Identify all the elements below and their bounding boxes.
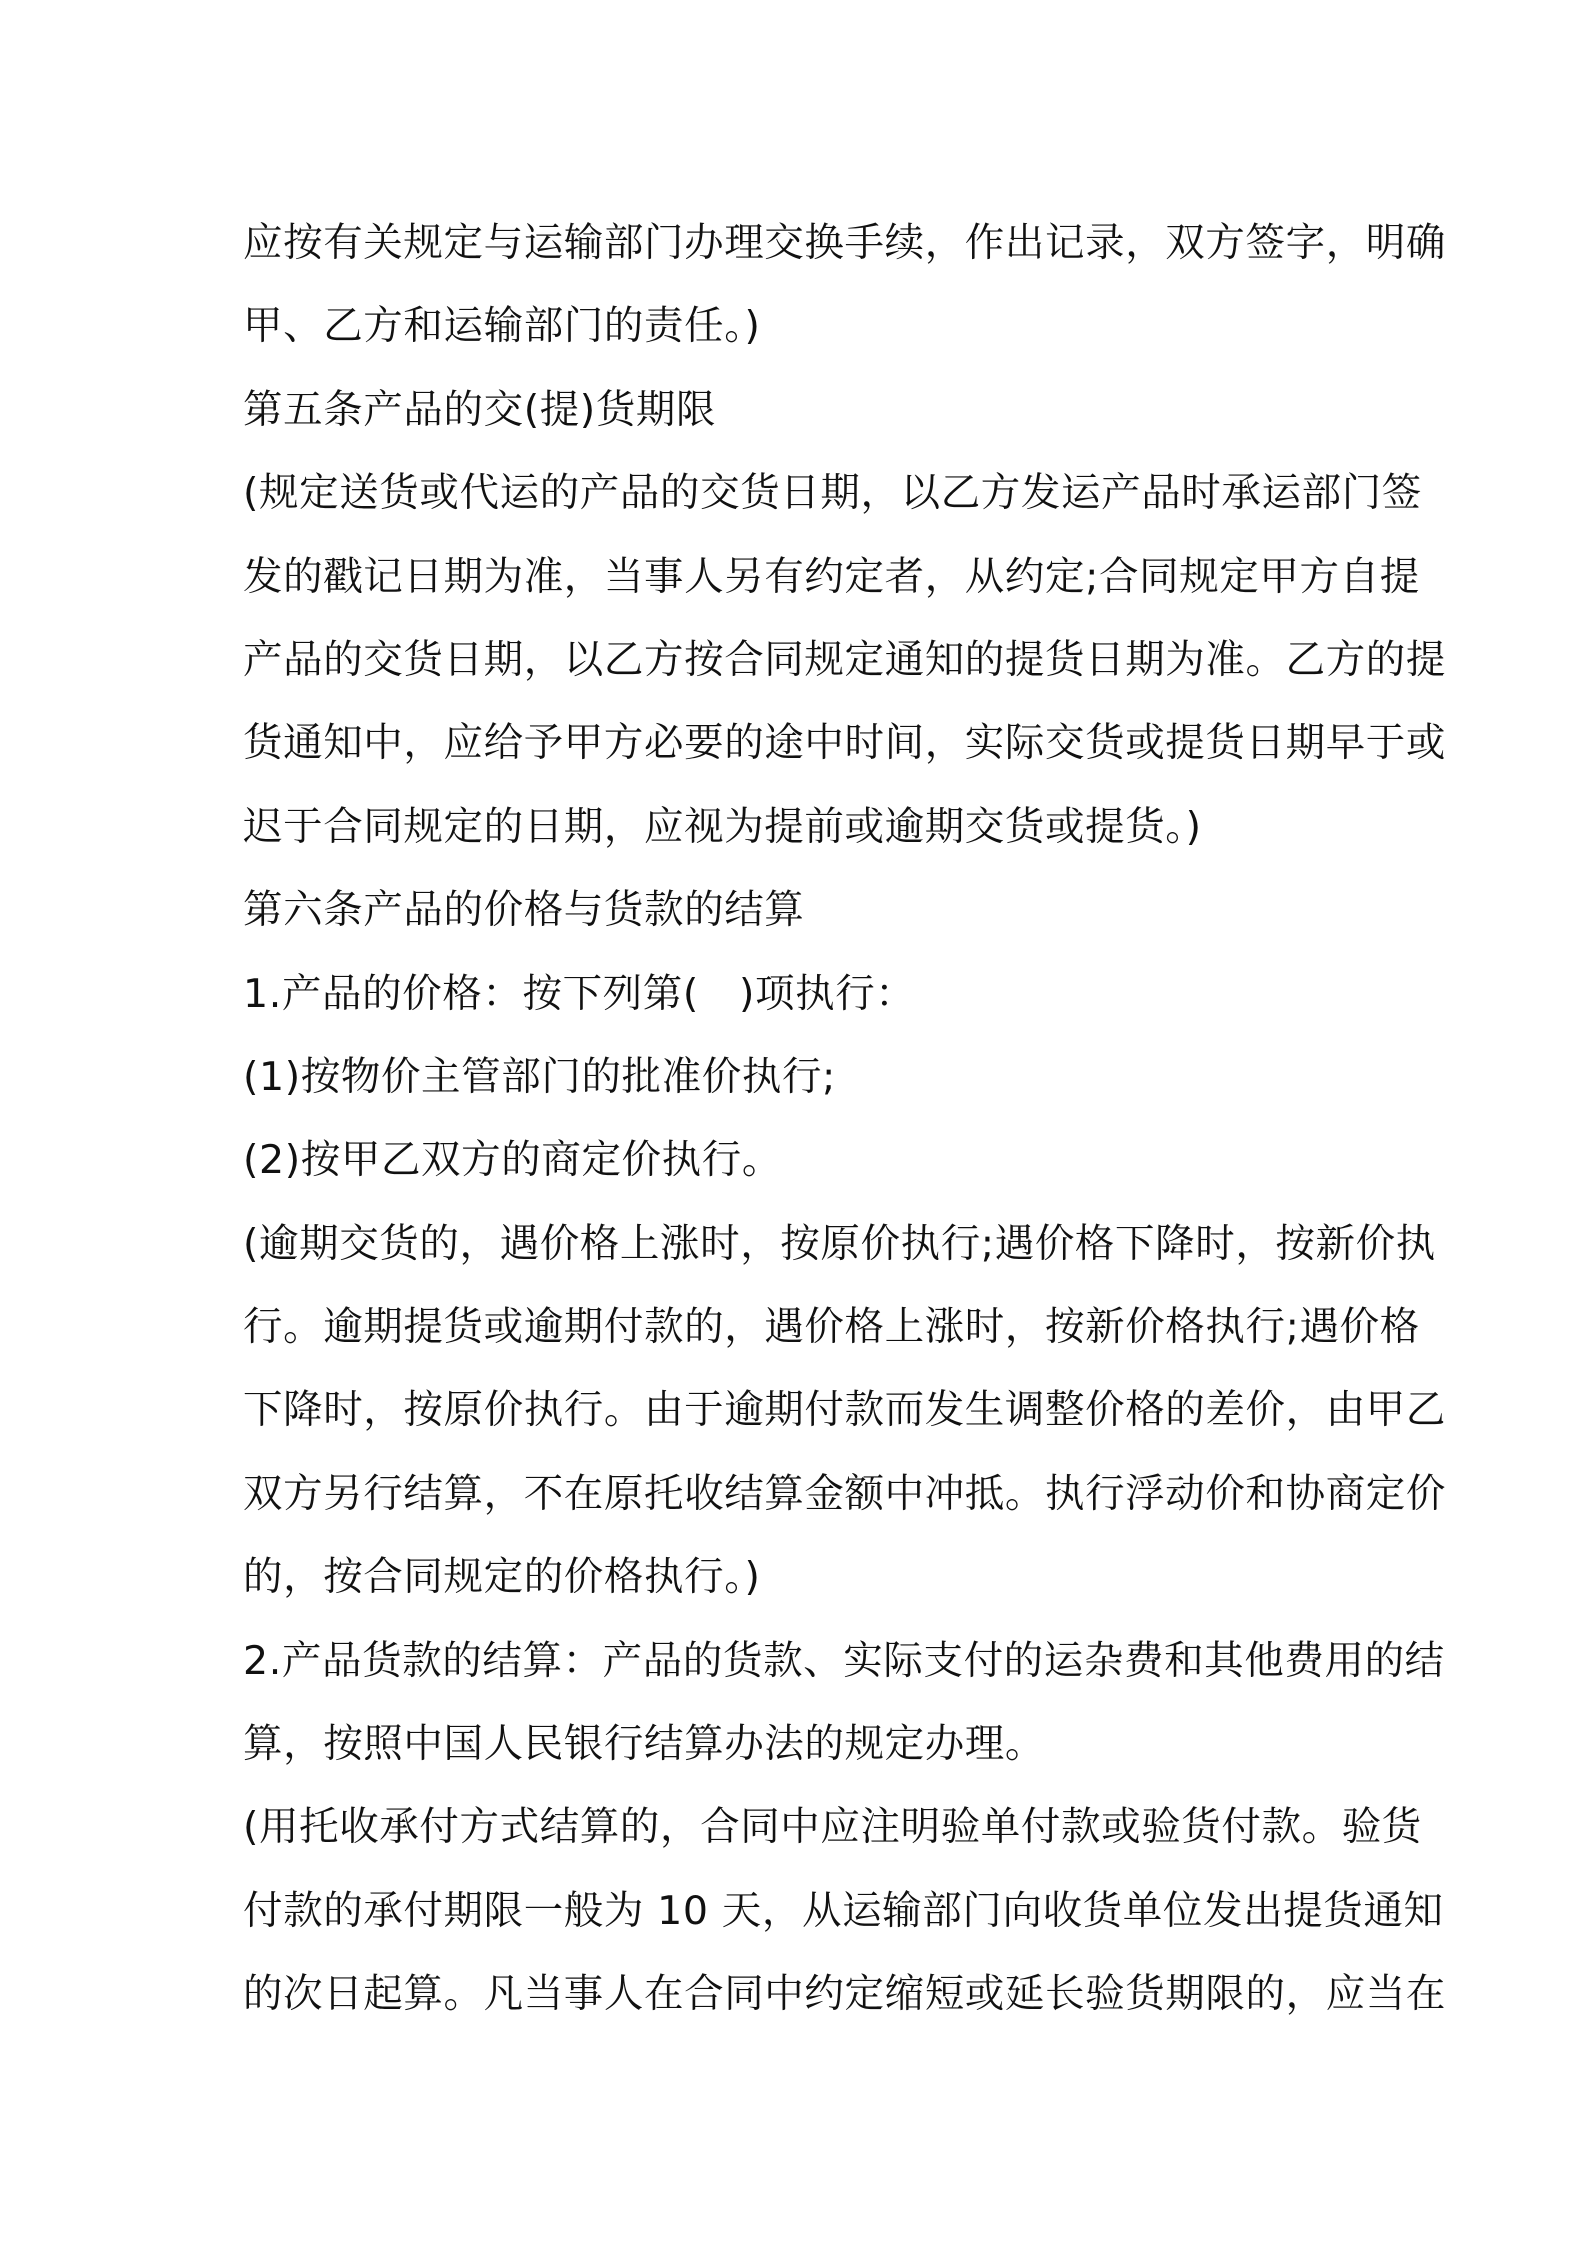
text-line: 甲、乙方和运输部门的责任。) [243, 303, 761, 350]
section-heading-article-5: 第五条产品的交(提)货期限 [243, 386, 717, 433]
text-line: 付款的承付期限一般为 10 天，从运输部门向收货单位发出提货通知 [243, 1887, 1444, 1934]
text-line: 双方另行结算，不在原托收结算金额中冲抵。执行浮动价和协商定价 [243, 1470, 1446, 1517]
document-body [243, 202, 1446, 2037]
text-line: 发的戳记日期为准，当事人另有约定者，从约定;合同规定甲方自提 [243, 553, 1420, 600]
text-line: (逾期交货的，遇价格上涨时，按原价执行;遇价格下降时，按新价执 [243, 1220, 1436, 1267]
text-line: 迟于合同规定的日期，应视为提前或逾期交货或提货。) [243, 803, 1202, 850]
text-line: (用托收承付方式结算的，合同中应注明验单付款或验货付款。验货 [243, 1804, 1422, 1851]
section-heading-article-6: 第六条产品的价格与货款的结算 [243, 887, 805, 934]
text-line: 产品的交货日期，以乙方按合同规定通知的提货日期为准。乙方的提 [243, 636, 1446, 683]
clause-settlement: 2.产品货款的结算：产品的货款、实际支付的运杂费和其他费用的结 [243, 1637, 1445, 1684]
text-line: 货通知中，应给予甲方必要的途中时间，实际交货或提货日期早于或 [243, 720, 1446, 767]
text-line: (规定送货或代运的产品的交货日期，以乙方发运产品时承运部门签 [243, 470, 1422, 517]
list-item: (1)按物价主管部门的批准价执行; [243, 1053, 836, 1100]
text-line: 下降时，按原价执行。由于逾期付款而发生调整价格的差价，由甲乙 [243, 1387, 1446, 1434]
text-line: 行。逾期提货或逾期付款的，遇价格上涨时，按新价格执行;遇价格 [243, 1304, 1420, 1351]
text-line: 的，按合同规定的价格执行。) [243, 1554, 761, 1601]
text-line: 算，按照中国人民银行结算办法的规定办理。 [243, 1721, 1045, 1768]
list-item: (2)按甲乙双方的商定价执行。 [243, 1137, 782, 1184]
clause-price: 1.产品的价格：按下列第( )项执行： [243, 970, 916, 1017]
text-line: 的次日起算。凡当事人在合同中约定缩短或延长验货期限的，应当在 [243, 1971, 1446, 2018]
text-line: 应按有关规定与运输部门办理交换手续，作出记录，双方签字，明确 [243, 220, 1446, 266]
